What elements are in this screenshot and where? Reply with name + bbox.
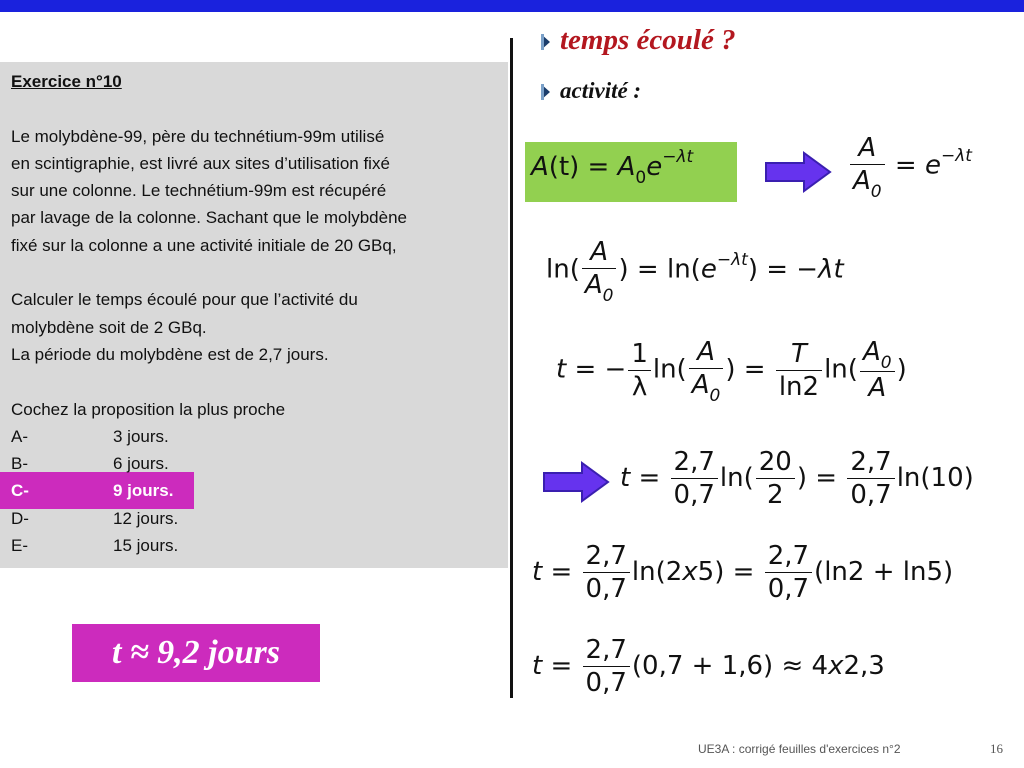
numeric-equation-2: t = $\frac{2,7}{0,7}$ ln(2x5) = $\frac{2,7}{0,7}$ (ln2 + ln5) — [532, 541, 954, 604]
option-letter: E- — [11, 536, 28, 556]
option-b[interactable] — [11, 450, 501, 477]
prompt-text: Cochez la proposition la plus proche — [11, 399, 286, 419]
answer-box: t ≈ 9,2 jours — [72, 624, 320, 682]
ratio-equation: $\frac{A}{A_0}$ = $e^{-\lambda t}$ — [848, 132, 972, 200]
footer-text: UE3A : corrigé feuilles d'exercices n°2 — [698, 742, 901, 756]
vertical-divider — [510, 38, 513, 698]
activity-law-equation: $A(t) = A_0e^{-\lambda t}$ — [531, 147, 694, 188]
paragraph-line: fixé sur la colonne a une activité initiale de 20 GBq, — [11, 235, 397, 255]
option-d[interactable] — [11, 505, 501, 532]
option-e[interactable] — [11, 532, 501, 559]
option-value: 15 jours. — [113, 536, 179, 556]
option-letter: B- — [11, 454, 28, 474]
paragraph-line: sur une colonne. Le technétium-99m est récupéré — [11, 181, 387, 201]
exercise-title: Exercice n°10 — [11, 72, 122, 91]
option-a[interactable] — [11, 423, 501, 450]
option-value: 6 jours. — [113, 454, 169, 474]
paragraph-line: La période du molybdène est de 2,7 jours. — [11, 344, 329, 364]
option-value: 12 jours. — [113, 508, 179, 528]
option-value: 9 jours. — [113, 481, 174, 501]
paragraph-line: Le molybdène-99, père du technétium-99m utilisé — [11, 126, 385, 146]
right-arrow-icon — [764, 151, 832, 193]
paragraph-line: molybdène soit de 2 GBq. — [11, 317, 207, 337]
numeric-equation-1: t = $\frac{2,7}{0,7}$ ln( $\frac{20}{2}$ ) = $\frac{2,7}{0,7}$ ln(10) — [620, 447, 974, 510]
solve-equation: t = − $\frac{1}{\lambda}$ ln( $\frac{A}{A_0}$ ) = $\frac{T}{\ln 2}$ ln( $\frac{A_0}{A}$ ) — [556, 337, 907, 406]
paragraph-line: en scintigraphie, est livré aux sites d’utilisation fixé — [11, 153, 390, 173]
heading-activity: activité : — [560, 78, 642, 103]
top-bar — [0, 0, 1024, 12]
bullet-icon — [541, 84, 550, 100]
numeric-equation-3: t = $\frac{2,7}{0,7}$ (0,7 + 1,6) ≈ 4x2,3 — [532, 635, 885, 698]
option-letter: D- — [11, 508, 29, 528]
exercise-text — [11, 68, 501, 559]
paragraph-line: par lavage de la colonne. Sachant que le molybdène — [11, 208, 408, 228]
log-equation: ln( $\frac{A}{A_0}$ ) = $\ln(e^{-\lambda t}) = -\lambda t$ — [546, 237, 844, 306]
right-arrow-icon — [542, 461, 610, 503]
option-value: 3 jours. — [113, 426, 169, 446]
option-letter: A- — [11, 426, 28, 446]
paragraph-line: Calculer le temps écoulé pour que l’activité du — [11, 290, 358, 310]
bullet-icon — [541, 34, 550, 50]
page-number: 16 — [990, 741, 1003, 756]
heading-time-elapsed: temps écoulé ? — [560, 24, 736, 56]
option-letter: C- — [11, 481, 29, 501]
option-c[interactable] — [11, 477, 501, 504]
